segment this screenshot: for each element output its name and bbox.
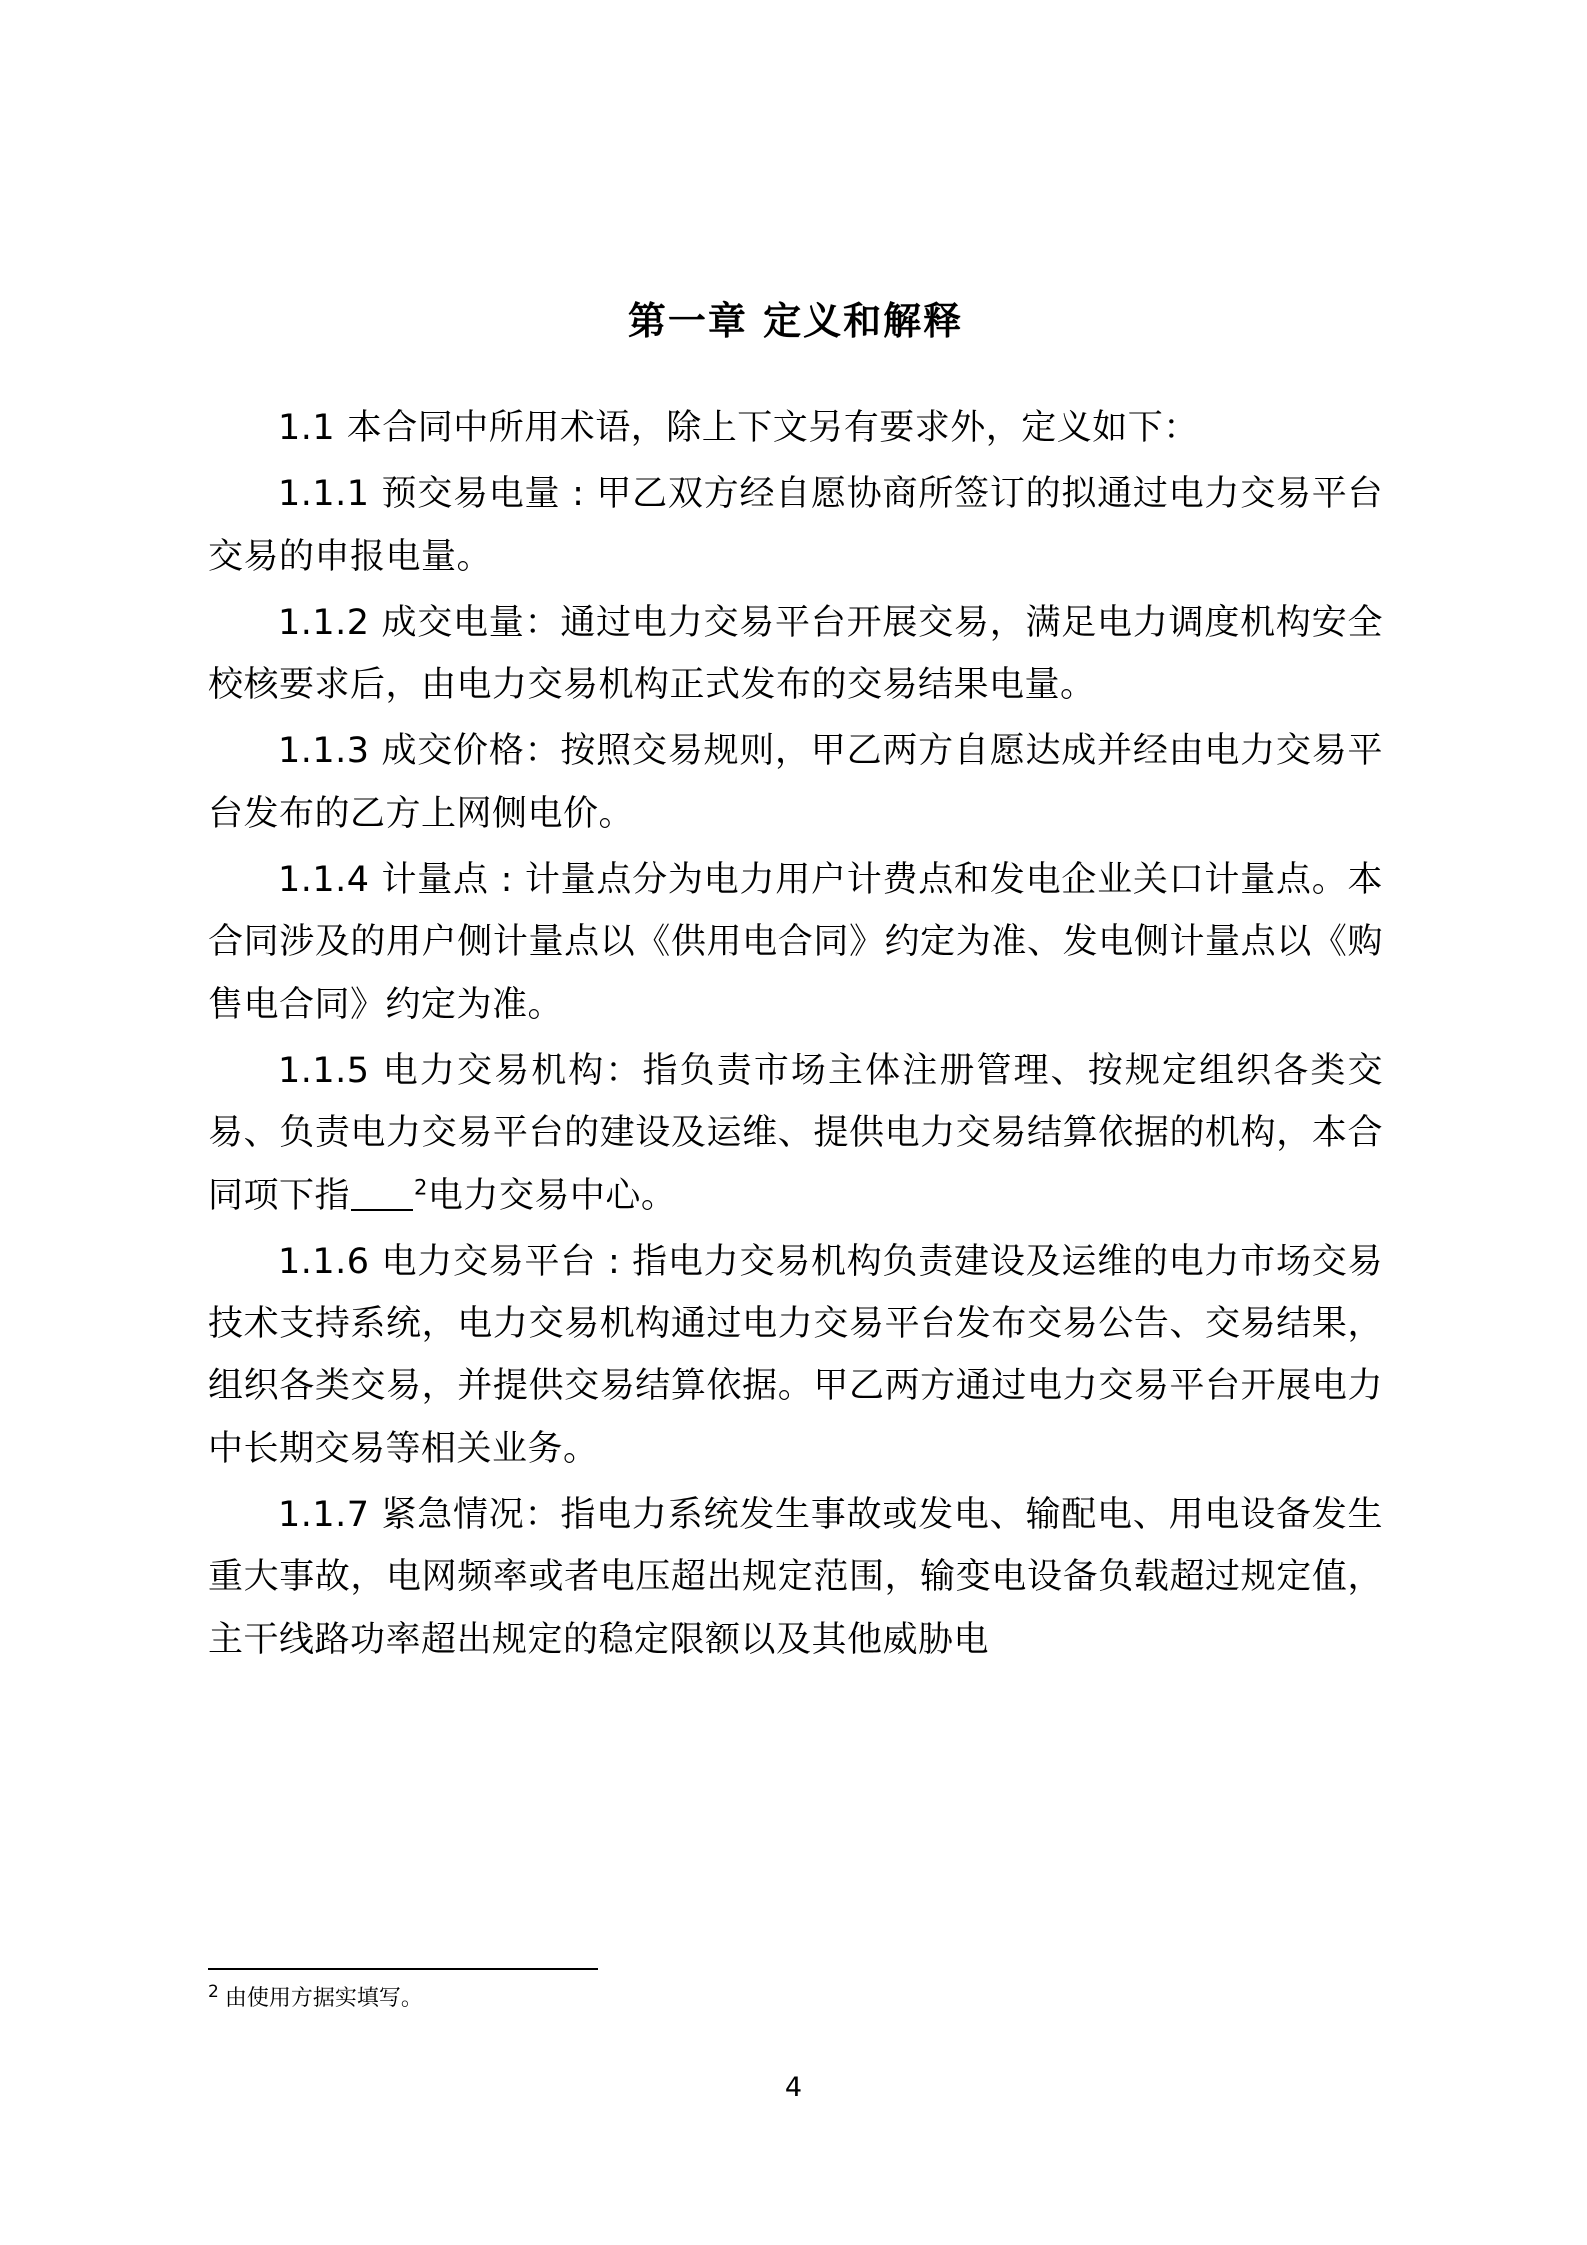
paragraph-1-1-1: 1.1.1 预交易电量 : 甲乙双方经自愿协商所签订的拟通过电力交易平台交易的申报电量。	[208, 474, 1383, 577]
paragraph-1-1-6: 1.1.6 电力交易平台 : 指电力交易机构负责建设及运维的电力市场交易技术支持系统，电力交易机构通过电力交易平台发布交易公告、交易结果，组织各类交易，并提供交易结算依据。甲乙两方通过电力交易平台开展电力中长期交易等相关业务。	[208, 1241, 1383, 1469]
paragraph-1-1-5	[208, 1040, 1383, 1227]
chapter-title: 第一章 定义和解释	[627, 299, 964, 343]
paragraph-1-1-2: 1.1.2 成交电量：通过电力交易平台开展交易，满足电力调度机构安全校核要求后，由电力交易机构正式发布的交易结果电量。	[208, 602, 1383, 706]
page-number: 4	[784, 2072, 803, 2103]
paragraph-1-1-3: 1.1.3 成交价格：按照交易规则，甲乙两方自愿达成并经由电力交易平台发布的乙方上网侧电价。	[208, 731, 1383, 834]
footnote-separator	[208, 1968, 598, 1970]
fill-in-blank	[351, 1209, 413, 1211]
footnote-text: 由使用方据实填写。	[224, 1986, 423, 2011]
footnote-marker: 2	[208, 1981, 219, 2002]
paragraph-1-1: 1.1 本合同中所用术语，除上下文另有要求外，定义如下：	[278, 408, 1199, 448]
footnote	[208, 1982, 1308, 2015]
page-content	[208, 0, 1383, 1675]
paragraph-1-1-7: 1.1.7 紧急情况：指电力系统发生事故或发电、输配电、用电设备发生重大事故，电网频率或者电压超出规定范围，输变电设备负载超过规定值，主干线路功率超出规定的稳定限额以及其他威胁电	[208, 1495, 1383, 1660]
paragraph-1-1-5-before: 1.1.5 电力交易机构：指负责市场主体注册管理、按规定组织各类交易、负责电力交易平台的建设及运维、提供电力交易结算依据的机构，本合同项下指	[208, 1050, 1383, 1216]
footnote-reference-2: 2	[414, 1174, 428, 1199]
paragraph-1-1-4: 1.1.4 计量点 : 计量点分为电力用户计费点和发电企业关口计量点。本合同涉及的用户侧计量点以《供用电合同》约定为准、发电侧计量点以《购售电合同》约定为准。	[208, 860, 1383, 1025]
paragraph-1-1-5-after: 电力交易中心。	[427, 1175, 677, 1216]
